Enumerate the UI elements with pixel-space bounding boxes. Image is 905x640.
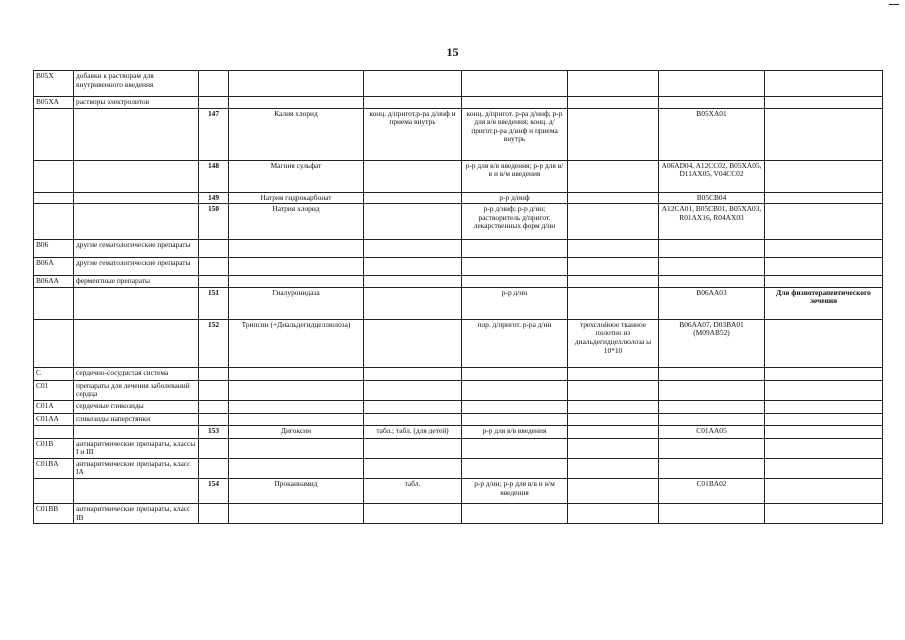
row-drug-name [229,71,364,97]
row-atc-codes: B06AA03 [659,287,765,319]
row-form-primary: табл.; табл. (для детей) [364,425,462,438]
row-form-secondary: р-р для в/в введения; р-р для в/в и в/м введения [462,160,568,192]
row-form-secondary [462,438,568,458]
table-row [34,503,883,523]
row-form-secondary [462,240,568,258]
row-form-primary [364,287,462,319]
row-form-secondary [462,503,568,523]
row-code [34,192,74,204]
row-form-secondary: конц. д/пригот. р-ра д/инф; р-р для в/в введения; конц. д/пригот.р-ра д/инф и приема внутрь [462,108,568,160]
row-atc-codes [659,400,765,413]
row-form-primary [364,97,462,109]
row-drug-name [229,97,364,109]
row-form-secondary [462,458,568,478]
row-number [199,400,229,413]
row-form-extra [568,287,659,319]
row-atc-codes [659,240,765,258]
row-form-secondary [462,71,568,97]
row-group [74,204,199,240]
row-group: антиаритмические препараты, классы I и III [74,438,199,458]
row-atc-codes: C01BA02 [659,478,765,503]
row-form-secondary: р-р д/ин; р-р для в/в и в/м введения [462,478,568,503]
row-form-extra [568,192,659,204]
row-form-extra [568,478,659,503]
row-group: добавки к растворам для внутривенного введения [74,71,199,97]
row-note [765,108,883,160]
row-form-extra [568,240,659,258]
row-form-primary: табл. [364,478,462,503]
row-drug-name: Трипсин (+Диальдегидцеллюлоза) [229,319,364,367]
row-group: препараты для лечения заболеваний сердца [74,380,199,400]
row-form-primary [364,503,462,523]
table-row [34,425,883,438]
table-row [34,160,883,192]
row-form-secondary: р-р д/ин [462,287,568,319]
row-group: антиаритмические препараты, класс IA [74,458,199,478]
row-number [199,413,229,425]
row-drug-name: Натрия хлорид [229,204,364,240]
table-body [34,71,883,524]
row-form-primary [364,258,462,276]
row-atc-codes [659,458,765,478]
row-code: C01BB [34,503,74,523]
row-form-primary [364,160,462,192]
row-atc-codes [659,97,765,109]
row-atc-codes [659,258,765,276]
row-form-secondary [462,97,568,109]
row-number: 154 [199,478,229,503]
row-note [765,438,883,458]
row-note [765,319,883,367]
row-code [34,287,74,319]
row-atc-codes [659,413,765,425]
row-group [74,319,199,367]
row-group [74,192,199,204]
row-form-primary [364,380,462,400]
row-form-extra [568,380,659,400]
table-row [34,413,883,425]
row-code [34,478,74,503]
table-row [34,276,883,288]
row-drug-name: Калия хлорид [229,108,364,160]
row-group: другие гематологические препараты [74,258,199,276]
row-group: растворы электролитов [74,97,199,109]
row-drug-name [229,400,364,413]
row-form-extra [568,160,659,192]
row-note [765,240,883,258]
row-group: сердечные гликозиды [74,400,199,413]
table-row [34,204,883,240]
row-group: антиаритмические препараты, класс IB [74,503,199,523]
table-row [34,240,883,258]
row-atc-codes: C01AA05 [659,425,765,438]
table-row [34,367,883,380]
row-form-extra [568,71,659,97]
row-group: сердечно-сосудистая система [74,367,199,380]
row-form-extra [568,503,659,523]
row-form-extra [568,108,659,160]
row-form-secondary [462,380,568,400]
table-row [34,97,883,109]
row-number [199,97,229,109]
row-form-secondary [462,258,568,276]
row-drug-name: Прокаинамид [229,478,364,503]
row-form-extra [568,458,659,478]
row-form-primary [364,204,462,240]
row-form-secondary: р-р д/инф; р-р д/ин; растворитель д/пригот. лекарственных форм д/ин [462,204,568,240]
row-group: гликозиды наперстянки [74,413,199,425]
row-number: 150 [199,204,229,240]
row-atc-codes [659,71,765,97]
row-group [74,287,199,319]
row-note [765,97,883,109]
table-row [34,192,883,204]
row-number [199,71,229,97]
row-code: C01B [34,438,74,458]
row-form-secondary: р-р д/инф [462,192,568,204]
row-group: ферментные препараты [74,276,199,288]
row-code: C01BA [34,458,74,478]
table-row [34,400,883,413]
row-note [765,380,883,400]
row-atc-codes [659,276,765,288]
row-note: Для физиотерапевтического лечения [765,287,883,319]
row-number [199,380,229,400]
row-number: 147 [199,108,229,160]
row-form-extra [568,438,659,458]
row-atc-codes: B05CB04 [659,192,765,204]
row-code [34,319,74,367]
row-note [765,258,883,276]
row-note [765,413,883,425]
row-note [765,192,883,204]
row-group [74,108,199,160]
row-form-extra [568,204,659,240]
table-row [34,71,883,97]
row-atc-codes: B05XA01 [659,108,765,160]
row-note [765,204,883,240]
row-note [765,367,883,380]
row-note [765,503,883,523]
page-number: 15 [446,45,459,59]
row-form-primary [364,413,462,425]
row-group [74,425,199,438]
row-atc-codes: B06AA07, D03BA01 (M09AB52) [659,319,765,367]
row-form-primary [364,400,462,413]
row-note [765,425,883,438]
row-code: B05X [34,71,74,97]
row-drug-name [229,380,364,400]
row-number: 148 [199,160,229,192]
row-code: C01 [34,380,74,400]
row-form-extra [568,367,659,380]
row-form-secondary [462,400,568,413]
row-code [34,160,74,192]
row-atc-codes [659,367,765,380]
row-code [34,204,74,240]
row-drug-name [229,276,364,288]
row-drug-name: Натрия гидрокарбонат [229,192,364,204]
row-note [765,71,883,97]
row-form-extra [568,276,659,288]
drug-registry-table [33,70,883,524]
row-number [199,367,229,380]
row-form-secondary: р-р для в/в введения [462,425,568,438]
row-code: C01AA [34,413,74,425]
row-code: B06AA [34,276,74,288]
row-form-secondary [462,413,568,425]
row-drug-name [229,458,364,478]
table-row [34,287,883,319]
row-number [199,503,229,523]
row-code: B06A [34,258,74,276]
row-drug-name: Магния сульфат [229,160,364,192]
row-code: C01A [34,400,74,413]
row-group [74,160,199,192]
row-code: C [34,367,74,380]
row-drug-name [229,258,364,276]
row-form-secondary [462,276,568,288]
row-drug-name: Гиалуронидаза [229,287,364,319]
row-drug-name [229,367,364,380]
row-atc-codes [659,438,765,458]
table-row [34,458,883,478]
table-row [34,319,883,367]
row-form-primary [364,319,462,367]
row-number [199,258,229,276]
row-form-primary [364,438,462,458]
table-row [34,258,883,276]
row-group: другие гематологические препараты [74,240,199,258]
row-drug-name [229,413,364,425]
row-atc-codes: A06AD04, A12CC02, B05XA05, D11AX05, V04CC02 [659,160,765,192]
row-form-extra [568,413,659,425]
row-form-primary [364,71,462,97]
row-form-extra [568,400,659,413]
corner-mark [889,4,899,5]
row-note [765,160,883,192]
row-form-extra [568,258,659,276]
row-note [765,276,883,288]
row-number: 151 [199,287,229,319]
row-group [74,478,199,503]
row-number: 153 [199,425,229,438]
row-form-primary [364,276,462,288]
row-number [199,276,229,288]
row-form-primary [364,458,462,478]
row-form-extra [568,425,659,438]
row-form-primary [364,367,462,380]
table-row [34,108,883,160]
row-drug-name [229,240,364,258]
row-code [34,108,74,160]
row-atc-codes [659,380,765,400]
row-drug-name [229,438,364,458]
table-row [34,380,883,400]
row-note [765,458,883,478]
row-code: B06 [34,240,74,258]
row-form-primary: конц. д/пригот.р-ра д/инф и приема внутрь [364,108,462,160]
row-number: 152 [199,319,229,367]
row-form-primary [364,240,462,258]
row-drug-name [229,503,364,523]
row-form-primary [364,192,462,204]
row-code [34,425,74,438]
row-note [765,478,883,503]
row-number [199,458,229,478]
row-atc-codes [659,503,765,523]
row-number: 149 [199,192,229,204]
row-number [199,438,229,458]
row-note [765,400,883,413]
row-atc-codes: A12CA01, B05CB01, B05XA03, R01AX16, R04AX03 [659,204,765,240]
row-code: B05XA [34,97,74,109]
row-number [199,240,229,258]
table-row [34,438,883,458]
row-drug-name: Дигоксин [229,425,364,438]
row-form-secondary [462,367,568,380]
table-row [34,478,883,503]
row-form-secondary: пор. д/пригот. р-ра д/ин [462,319,568,367]
row-form-extra [568,97,659,109]
row-form-extra: трехслойное тканное полотно из диальдегидцеллюлоза ы 10*10 [568,319,659,367]
